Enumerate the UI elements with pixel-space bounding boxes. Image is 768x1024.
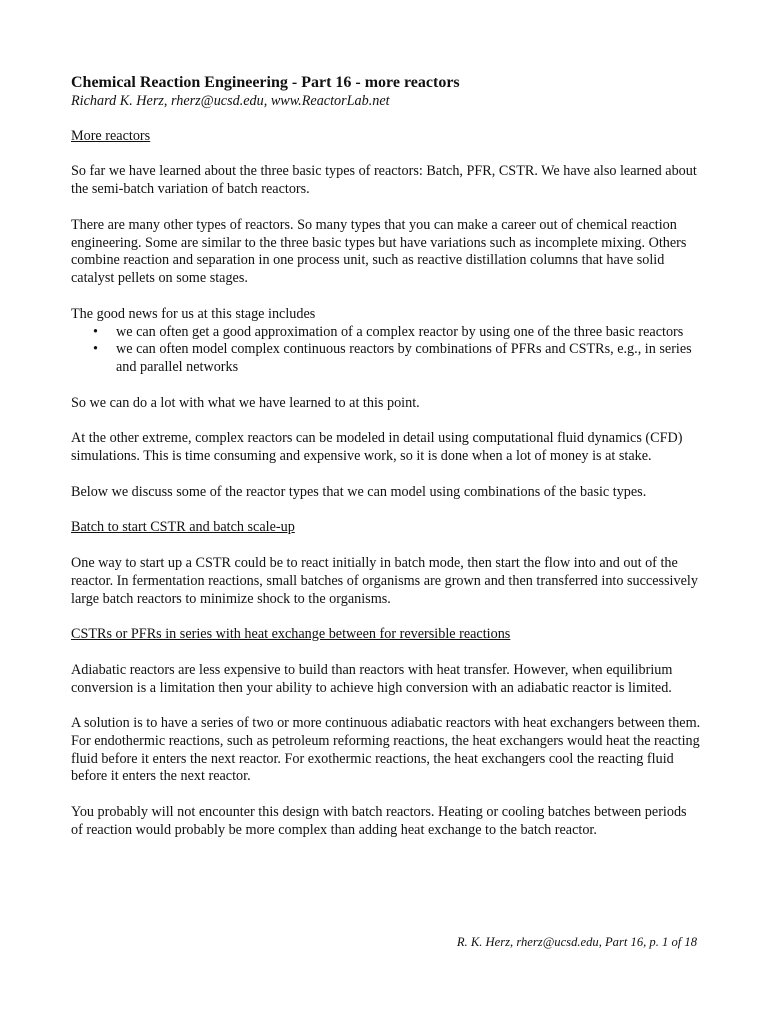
paragraph: So we can do a lot with what we have learned to at this point. [71, 394, 420, 411]
page-footer: R. K. Herz, rherz@ucsd.edu, Part 16, p. 1 of 18 [456, 935, 697, 949]
list-item-text: we can often get a good approximation of a complex reactor by using one of the three basic reactors [116, 323, 684, 340]
document-page [71, 73, 701, 857]
paragraph: One way to start up a CSTR could be to react initially in batch mode, then start the flow into and out of the reactor. In fermentation reactions, small batches of organisms are grown and then transferred into successively large batch reactors to minimize shock to the organisms. [71, 554, 698, 607]
document-title: Chemical Reaction Engineering - Part 16 - more reactors [71, 74, 460, 91]
section-heading-more-reactors: More reactors [71, 127, 151, 144]
bullet-icon: • [93, 341, 98, 358]
bullet-list [71, 324, 701, 377]
section-heading-series-heat-exchange: CSTRs or PFRs in series with heat exchange between for reversible reactions [71, 626, 511, 643]
section-heading-batch-to-cstr: Batch to start CSTR and batch scale-up [71, 519, 295, 536]
bullet-icon: • [93, 323, 98, 340]
paragraph: At the other extreme, complex reactors can be modeled in detail using computational fluid dynamics (CFD) simulations. This is time consuming and expensive work, so it is done when a lot of money is at stake. [71, 430, 683, 465]
list-item [71, 324, 701, 342]
paragraph: A solution is to have a series of two or more continuous adiabatic reactors with heat exchangers between them. For endothermic reactions, such as petroleum reforming reactions, the heat exchangers would heat the reacting fluid before it enters the next reactor. For exothermic reactions, the heat exchangers cool the reacting fluid before it enters the next reactor. [71, 715, 701, 785]
paragraph: Below we discuss some of the reactor types that we can model using combinations of the basic types. [71, 483, 647, 500]
paragraph-list-intro: The good news for us at this stage includes [71, 305, 316, 322]
author-line: Richard K. Herz, rherz@ucsd.edu, www.ReactorLab.net [71, 93, 390, 109]
paragraph: Adiabatic reactors are less expensive to build than reactors with heat transfer. However, when equilibrium conversion is a limitation then your ability to achieve high conversion with an adiabatic reactor is limited. [71, 661, 673, 696]
paragraph: So far we have learned about the three basic types of reactors: Batch, PFR, CSTR. We have also learned about the semi-batch variation of batch reactors. [71, 163, 697, 198]
paragraph: There are many other types of reactors. So many types that you can make a career out of chemical reaction engineering. Some are similar to the three basic types but have variations such as incomplete mixing. Others combine reaction and separation in one process unit, such as reactive distillation columns that have solid catalyst pellets on some stages. [71, 216, 687, 287]
paragraph: You probably will not encounter this design with batch reactors. Heating or cooling batches between periods of reaction would probably be more complex than adding heat exchange to the batch reactor. [71, 804, 687, 838]
list-item-text: we can often model complex continuous reactors by combinations of PFRs and CSTRs, e.g., in series and parallel networks [116, 341, 692, 376]
list-item [71, 341, 701, 377]
